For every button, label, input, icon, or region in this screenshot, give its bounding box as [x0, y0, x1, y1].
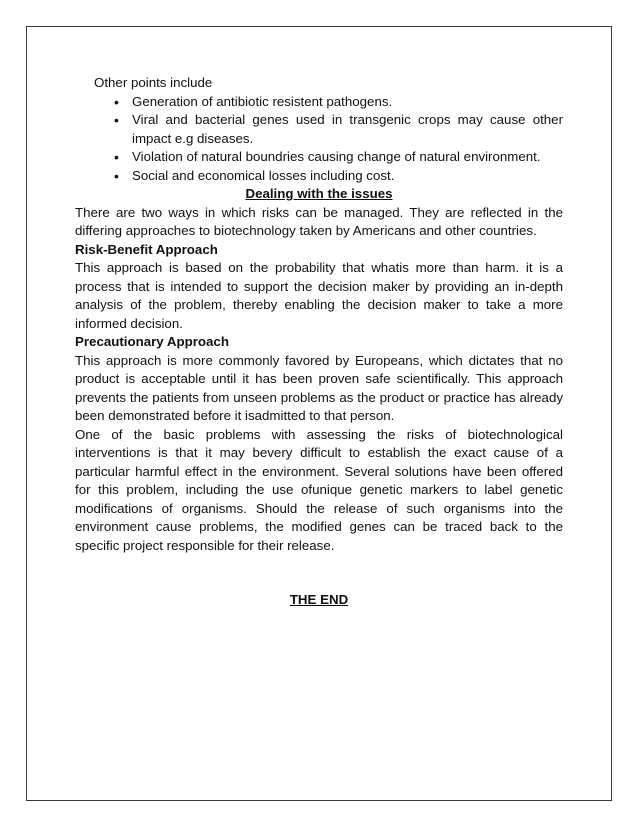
bullet-list: [75, 93, 563, 186]
intro-text: Other points include: [94, 75, 213, 90]
bullet-item: • Social and economical losses including cost.: [132, 167, 563, 186]
document-body: [75, 74, 563, 610]
precautionary-paragraph: This approach is more commonly favored by Europeans, which dictates that no product is acceptable until it has been proven safe scientifically. This approach prevents the patients from unseen problems as the product or practice has already been demonstrated before it isadmitted to that person.: [75, 352, 563, 423]
bullet-item: • Viral and bacterial genes used in transgenic crops may cause other impact e.g diseases.: [132, 111, 563, 148]
bullet-item: • Violation of natural boundries causing change of natural environment.: [132, 148, 563, 167]
the-end-heading: THE END: [289, 592, 349, 607]
section-heading: Dealing with the issues: [245, 186, 393, 201]
problems-paragraph: One of the basic problems with assessing the risks of biotechnological interventions is that it may bevery difficult to establish the exact cause of a particular harmful effect in the environment. Several solutions have been offered for this problem, including the use ofunique genetic markers to label genetic modifications of organisms. Should the release of such organisms into the environment cause problems, the modified genes can be traced back to the specific project responsible for their release.: [75, 426, 563, 553]
precautionary-heading: Precautionary Approach: [75, 334, 229, 349]
section-paragraph: There are two ways in which risks can be managed. They are reflected in the differing approaches to biotechnology taken by Americans and other countries.: [75, 204, 563, 238]
bullet-item: • Generation of antibiotic resistent pathogens.: [132, 93, 563, 112]
risk-benefit-heading: Risk-Benefit Approach: [75, 241, 218, 257]
risk-benefit-paragraph: This approach is based on the probability that whatis more than harm. it is a process that is intended to support the decision maker by providing an in-depth analysis of the problem, thereby enabling the decision maker to take a more informed decision.: [75, 260, 563, 331]
